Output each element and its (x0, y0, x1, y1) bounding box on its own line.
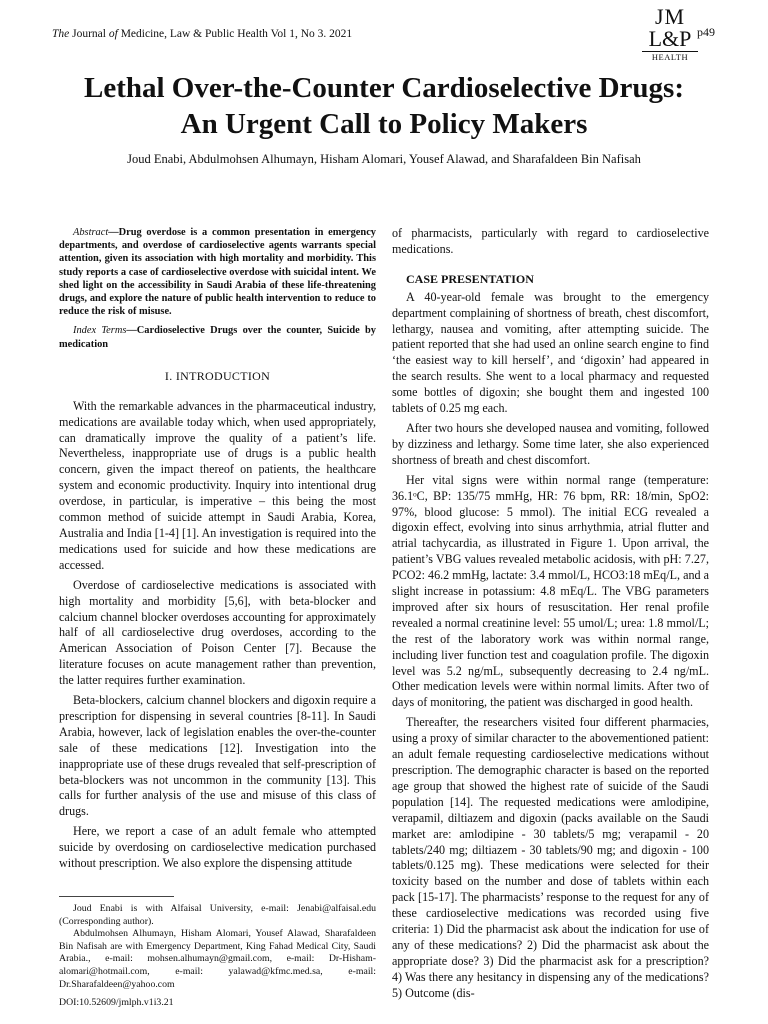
intro-paragraph: Beta-blockers, calcium channel blockers and digoxin require a prescription for dispensing in several countries [8-11]. In Saudi Arabia, however, lack of legislation enables the over-the-counter sale of these medications [12]. Investigation into the inappropriate use of these drugs revealed that self-prescription of beta-blockers was not uncommon in the community [13]. This calls for further analysis of the use and misuse of this class of drugs. (59, 693, 376, 819)
journal-prefix: The (52, 28, 70, 40)
section-heading-case-presentation: CASE PRESENTATION (406, 271, 534, 286)
intro-paragraph: Here, we report a case of an adult female who attempted suicide by overdosing on cardioselective medication purchased without prescription. We also explore the dispensing attitude (59, 824, 376, 871)
page-number: p49 (697, 25, 715, 39)
article-title (40, 70, 728, 142)
journal-logo (642, 6, 698, 62)
title-line-1: Lethal Over-the-Counter Cardioselective Drugs: (83, 72, 684, 104)
abstract (59, 226, 376, 318)
logo-health: HEALTH (642, 51, 698, 62)
index-terms-text: —Cardioselective Drugs over the counter, Suicide by medication (59, 325, 376, 350)
case-paragraph: After two hours she developed nausea and vomiting, followed by dizziness and lethargy. Some time later, she also experienced shortness of breath and chest discomfort. (392, 420, 709, 467)
journal-word: Journal (72, 28, 106, 40)
logo-lp: L&P (648, 26, 692, 51)
intro-paragraph: With the remarkable advances in the pharmaceutical industry, medications are available today which, when used appropriately, can dramatically improve the quality of a patient’s life. Nevertheless, inappropriate use of drugs is a public health concern, given the impact thereof on patients, the healthcare system and economic productivity. Inquiry into intentional drug overdose, in particular, is imperative – this being the most common method of suicide attempt in Saudi Arabia, Korea, Australia and India [1-4] [1]. An investigation is required into the medications used for suicide and how these medications are accessed. (59, 398, 376, 572)
right-column (392, 226, 709, 1006)
abstract-text: —Drug overdose is a common presentation in emergency departments, and overdose of cardioselective agents warrants special attention, given its association with high mortality and morbidity. This study reports a case of cardioselective overdose with suicidal intent. We shed light on the accessibility in Saudi Arabia of these life-threatening drugs, and explore the nature of public health intervention to reduce to reduce the risk of misuse. (59, 227, 376, 318)
section-heading-introduction: I. INTRODUCTION (164, 368, 271, 383)
continued-paragraph: of pharmacists, particularly with regard to cardioselective medications. (392, 226, 709, 256)
abstract-label: Abstract (73, 227, 109, 238)
author-list: Joud Enabi, Abdulmohsen Alhumayn, Hisham Alomari, Yousef Alawad, and Sharafaldeen Bin Nafisah (127, 152, 641, 166)
intro-paragraph: Overdose of cardioselective medications is associated with high mortality and morbidity [5,6], with beta-blocker and calcium channel blocker overdoses accounting for approximately half of all cardioselective drug overdoses, according to the American Association of Poison Center [7]. Because the literature focuses on acute management rather than prevention, the latter requires further examination. (59, 577, 376, 688)
journal-details: Medicine, Law & Public Health Vol 1, No 3. 2021 (120, 28, 353, 40)
left-column (59, 226, 376, 1011)
running-header (52, 28, 352, 40)
index-terms-label: Index Terms (73, 325, 127, 337)
case-paragraph: A 40-year-old female was brought to the emergency department complaining of shortness of breath, chest discomfort, lethargy, nausea and vomiting, after attempting suicide. The patient reported that she had used an online search engine to find ‘the easiest way to kill herself’, and ‘digoxin’ had appeared in the search results. She went to a local pharmacy and requested some bottles of digoxin; she bought them and ingested 100 tablets of 0.25 mg each. (392, 289, 709, 416)
case-paragraph: Her vital signs were within normal range (temperature: 36.1ᵒC, BP: 135/75 mmHg, HR: 76 bpm, RR: 18/min, SpO2: 97%, blood glucose: 5 mmol). The initial ECG revealed a digoxin effect, evolving into sinus arrhythmia, atrial flutter and atrial tachycardia, as illustrated in Figure 1. Upon arrival, the patient’s VBG values revealed metabolic acidosis, with pH: 7.27, PCO2: 46.2 mmHg, lactate: 3.4 mmol/L, HCO3:18 mEq/L, and a slight increase in potassium: 4.8 mEq/L. The VBG parameters improved after six hours of resuscitation. Her renal profile revealed a normal creatinine level: 55 umol/L; urea: 1.8 mmol/L; the rest of the laboratory work was within normal range, including liver function test and coagulation profile. The digoxin level was 5.2 ng/mL, subsequently decreasing to 2.4 ng/mL. Other medication levels were within normal limits. After two of days of monitoring, the patient was discharged in good health. (392, 472, 709, 710)
footnote-divider (59, 896, 174, 897)
index-terms (59, 324, 376, 350)
footnote-affiliations: Abdulmohsen Alhumayn, Hisham Alomari, Yousef Alawad, Sharafaldeen Bin Nafisah are with Emergency Department, King Fahad Medical City, Saudi Arabia., e-mail: mohsen.alhumayn@gmail.com, e-mail: Dr-Hisham-alomari@hotmail.com, e-mail: yalawad@kfmc.med.sa, e-mail: Dr.Sharafaldeen@yahoo.com (59, 928, 376, 990)
journal-of: of (108, 28, 118, 40)
footnote-corresponding-author: Joud Enabi is with Alfaisal University, e-mail: Jenabi@alfaisal.edu (Corresponding author). (59, 903, 376, 927)
title-line-2: An Urgent Call to Policy Makers (180, 108, 588, 140)
logo-jm: JM (654, 4, 686, 29)
case-paragraph: Thereafter, the researchers visited four different pharmacies, using a proxy of similar character to the abovementioned patient: an adult female requesting cardioselective medications without prescription. The demographic character is based on the reported age group that showed the highest rate of suicide of the Saudi population [14]. The requested medications were amlodipine, verapamil, diltiazem and digoxin (packs available on the Saudi market are: amlodipine - 30 tablets/5 mg; verapamil - 20 tablets/240 mg; diltiazem - 30 tablets/90 mg; and digoxin - 100 tablets/0.125 mg). These medications were selected for their toxicity based on the number and dose of tablets within each pack [15-17]. The pharmacists’ response to the request for any of these cardioselective medications was recorded using five criteria: 1) Did the pharmacist ask about the indication for use of any of these medications? 2) Did the pharmacist ask about the appropriate dose? 3) Did the pharmacist ask for a prescription? 4) Was there any hesitancy in dispensing any of the medications? 5) Outcome (dis- (392, 715, 709, 1000)
doi: DOI:10.52609/jmlph.v1i3.21 (59, 997, 174, 1009)
